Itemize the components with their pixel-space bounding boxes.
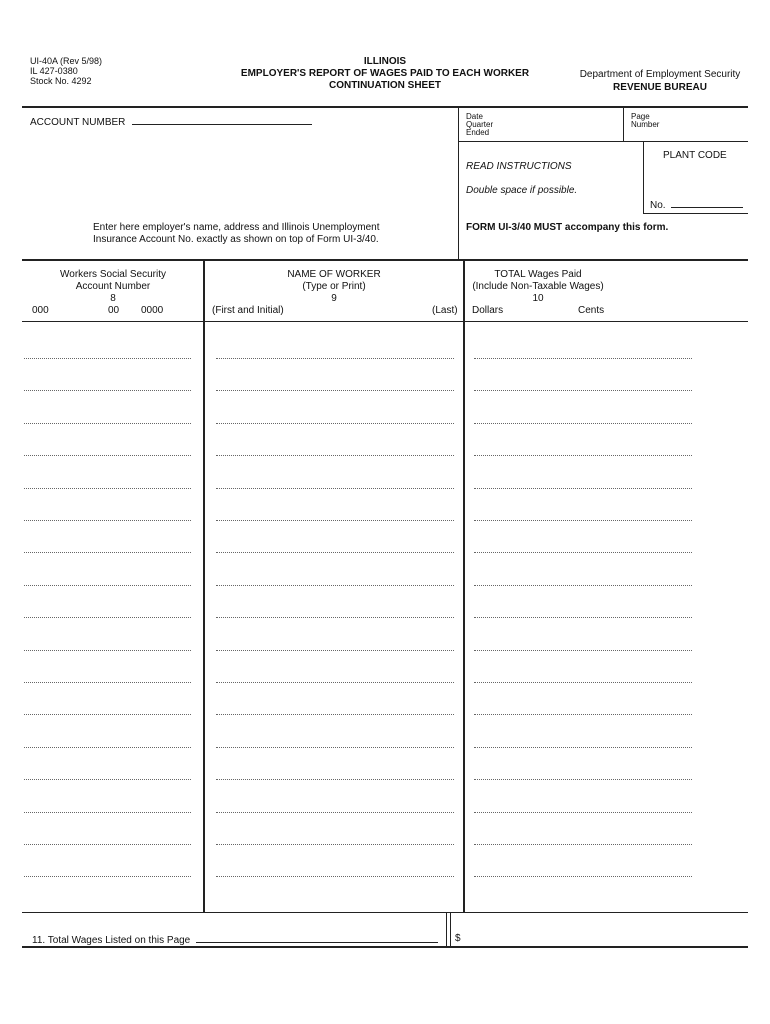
- wages-entry-line[interactable]: [474, 617, 692, 618]
- ssn-entry-line[interactable]: [24, 844, 191, 845]
- top-box-divider: [458, 107, 459, 260]
- wages-entry-line[interactable]: [474, 358, 692, 359]
- plant-code-bottom: [643, 213, 748, 214]
- sheet-title: CONTINUATION SHEET: [328, 80, 442, 91]
- ssn-entry-line[interactable]: [24, 617, 191, 618]
- date-quarter-ended-input[interactable]: [500, 110, 618, 138]
- il-code: IL 427-0380: [30, 66, 78, 76]
- account-number-input[interactable]: [132, 115, 312, 125]
- name-heading-line2: (Type or Print): [302, 281, 366, 292]
- column-header-bottom: [22, 321, 748, 322]
- date-label-line2: Quarter: [466, 120, 494, 129]
- wages-sub-dollars: Dollars: [472, 305, 504, 316]
- date-quarter-ended-label: [466, 113, 493, 137]
- name-entry-line[interactable]: [216, 488, 454, 489]
- name-column-header: [204, 269, 464, 305]
- read-instructions: READ INSTRUCTIONS: [466, 161, 572, 172]
- date-label-line3: Ended: [466, 128, 490, 137]
- name-entry-line[interactable]: [216, 747, 454, 748]
- state-title: ILLINOIS: [363, 56, 407, 67]
- wages-entry-line[interactable]: [474, 844, 692, 845]
- wages-heading-line2: (Include Non-Taxable Wages): [472, 281, 604, 292]
- page-label-line2: Number: [631, 120, 660, 129]
- plant-code-divider: [643, 141, 644, 214]
- name-entry-line[interactable]: [216, 779, 454, 780]
- wages-entry-line[interactable]: [474, 520, 692, 521]
- report-title: EMPLOYER'S REPORT OF WAGES PAID TO EACH WORKER: [240, 68, 530, 79]
- form-title: [200, 56, 570, 92]
- wages-column-number: 10: [532, 293, 544, 304]
- name-entry-line[interactable]: [216, 844, 454, 845]
- plant-code-no-input[interactable]: [671, 199, 743, 208]
- currency-symbol: $: [455, 933, 461, 944]
- plant-code-no-label: No.: [650, 200, 666, 211]
- employer-instructions-line1: Enter here employer's name, address and Illinois Unemployment: [93, 222, 380, 233]
- total-wages-field[interactable]: [32, 933, 438, 947]
- page-number-label: [631, 113, 659, 129]
- form-number: UI-40A (Rev 5/98): [30, 56, 103, 66]
- ssn-sub-group: 00: [108, 305, 120, 316]
- page-label-line1: Page: [631, 112, 650, 121]
- name-entry-line[interactable]: [216, 650, 454, 651]
- ssn-entry-line[interactable]: [24, 714, 191, 715]
- name-entry-line[interactable]: [216, 552, 454, 553]
- ssn-name-divider: [203, 260, 205, 913]
- wages-entry-line[interactable]: [474, 455, 692, 456]
- wages-entry-line[interactable]: [474, 779, 692, 780]
- ssn-entry-line[interactable]: [24, 779, 191, 780]
- wages-entry-line[interactable]: [474, 488, 692, 489]
- ssn-entry-line[interactable]: [24, 747, 191, 748]
- plant-code-no-field[interactable]: [650, 199, 743, 212]
- wages-entry-line[interactable]: [474, 876, 692, 877]
- ssn-entry-line[interactable]: [24, 358, 191, 359]
- wages-entry-line[interactable]: [474, 650, 692, 651]
- total-wages-label: 11. Total Wages Listed on this Page: [32, 935, 191, 946]
- employer-name-address-input[interactable]: [24, 130, 454, 215]
- stock-number: Stock No. 4292: [30, 76, 92, 86]
- table-bottom: [22, 912, 748, 913]
- ssn-column-header: [22, 269, 204, 305]
- wages-entry-line[interactable]: [474, 747, 692, 748]
- name-entry-line[interactable]: [216, 585, 454, 586]
- ssn-column-number: 8: [110, 293, 116, 304]
- name-entry-line[interactable]: [216, 876, 454, 877]
- agency-block: [560, 68, 760, 94]
- total-divider-right: [450, 913, 451, 947]
- ssn-entry-line[interactable]: [24, 423, 191, 424]
- ssn-entry-line[interactable]: [24, 812, 191, 813]
- ssn-entry-line[interactable]: [24, 650, 191, 651]
- name-column-number: 9: [331, 293, 337, 304]
- ssn-sub-serial: 0000: [141, 305, 164, 316]
- wages-entry-line[interactable]: [474, 423, 692, 424]
- name-heading-line1: NAME OF WORKER: [287, 269, 381, 280]
- ssn-entry-line[interactable]: [24, 488, 191, 489]
- ssn-heading-line1: Workers Social Security: [60, 269, 166, 280]
- ssn-entry-line[interactable]: [24, 390, 191, 391]
- name-sub-first: (First and Initial): [212, 305, 284, 316]
- name-entry-line[interactable]: [216, 455, 454, 456]
- department-name: Department of Employment Security: [579, 69, 741, 80]
- name-entry-line[interactable]: [216, 390, 454, 391]
- employer-instructions-line2: Insurance Account No. exactly as shown on top of Form UI-3/40.: [93, 234, 379, 245]
- date-page-divider: [623, 107, 624, 141]
- name-entry-line[interactable]: [216, 617, 454, 618]
- form-accompany-note: FORM UI-3/40 MUST accompany this form.: [466, 222, 669, 233]
- name-sub-last: (Last): [432, 305, 458, 316]
- name-entry-line[interactable]: [216, 682, 454, 683]
- employer-instructions: [93, 222, 380, 246]
- wages-entry-line[interactable]: [474, 682, 692, 683]
- ssn-entry-line[interactable]: [24, 520, 191, 521]
- wages-column-header: [464, 269, 612, 305]
- wages-entry-line[interactable]: [474, 714, 692, 715]
- bureau-name: REVENUE BUREAU: [613, 82, 707, 93]
- ssn-entry-line[interactable]: [24, 876, 191, 877]
- name-entry-line[interactable]: [216, 358, 454, 359]
- form-bottom-border: [22, 946, 748, 948]
- date-label-line1: Date: [466, 112, 483, 121]
- form-identifier: [30, 56, 102, 86]
- name-entry-line[interactable]: [216, 714, 454, 715]
- total-wages-input[interactable]: [464, 920, 744, 944]
- ssn-entry-line[interactable]: [24, 455, 191, 456]
- ssn-entry-line[interactable]: [24, 552, 191, 553]
- name-entry-line[interactable]: [216, 520, 454, 521]
- date-row-bottom: [458, 141, 748, 142]
- top-border: [22, 106, 748, 108]
- account-number-field[interactable]: [30, 115, 312, 129]
- ssn-entry-line[interactable]: [24, 682, 191, 683]
- page-number-input[interactable]: [665, 110, 745, 138]
- total-divider-left: [446, 913, 447, 947]
- ssn-heading-line2: Account Number: [75, 281, 151, 292]
- column-header-top: [22, 259, 748, 261]
- ssn-sub-area: 000: [32, 305, 49, 316]
- wages-entry-line[interactable]: [474, 390, 692, 391]
- name-entry-line[interactable]: [216, 423, 454, 424]
- account-number-label: ACCOUNT NUMBER: [30, 117, 126, 128]
- name-wages-divider: [463, 260, 465, 913]
- wages-entry-line[interactable]: [474, 585, 692, 586]
- ssn-entry-line[interactable]: [24, 585, 191, 586]
- wages-entry-line[interactable]: [474, 552, 692, 553]
- total-wages-line[interactable]: [196, 933, 438, 943]
- wages-entry-line[interactable]: [474, 812, 692, 813]
- double-space-note: Double space if possible.: [466, 185, 578, 196]
- name-entry-line[interactable]: [216, 812, 454, 813]
- plant-code-label: PLANT CODE: [663, 150, 727, 161]
- wages-sub-cents: Cents: [578, 305, 605, 316]
- wages-heading-line1: TOTAL Wages Paid: [494, 269, 582, 280]
